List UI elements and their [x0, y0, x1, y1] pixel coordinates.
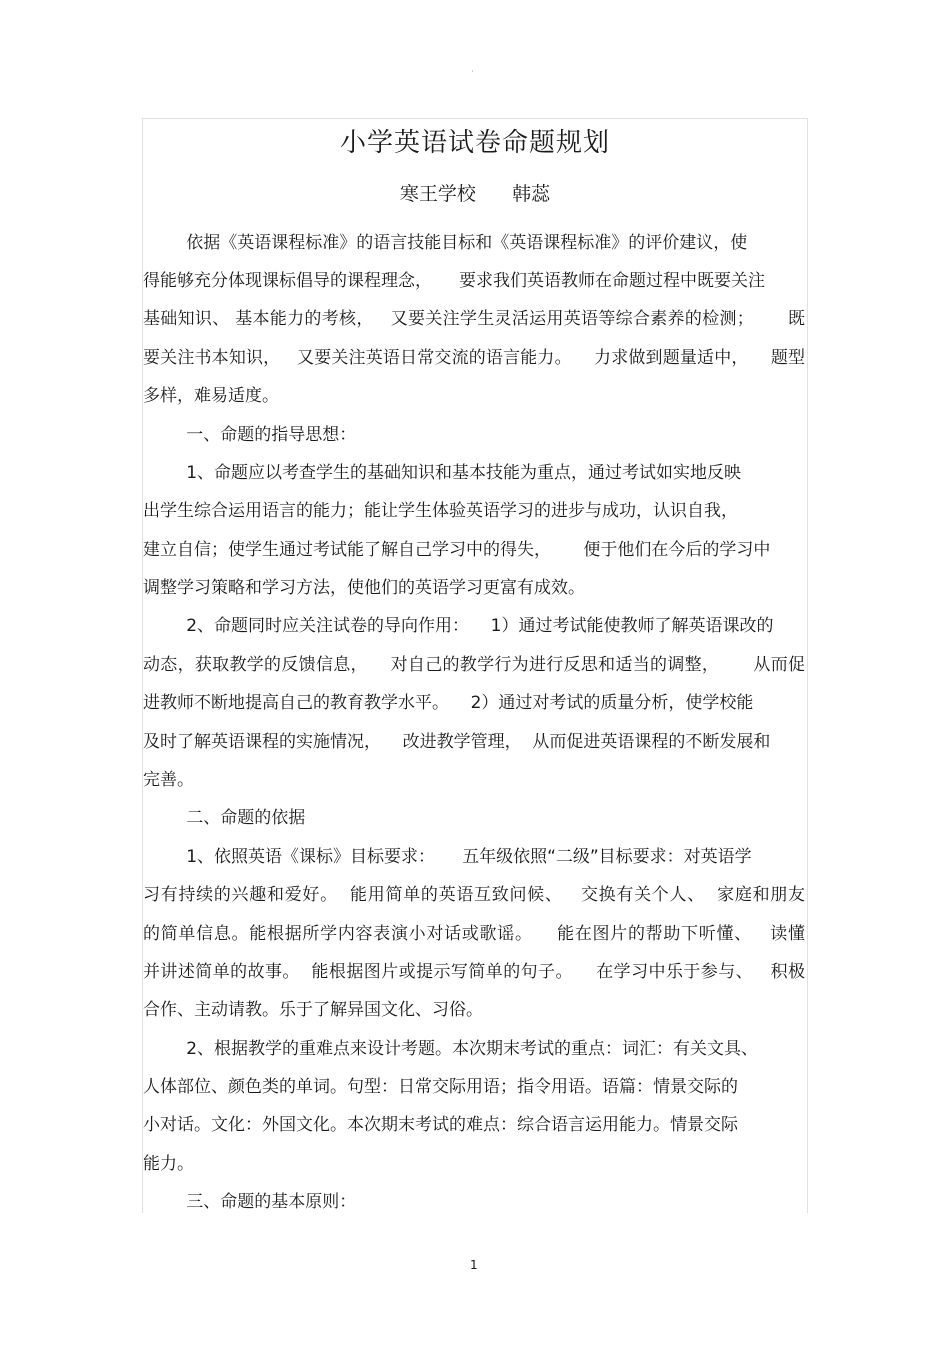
body-line: 合作、主动请教。乐于了解异国文化、习俗。 — [143, 1000, 483, 1020]
body-line: 2、命题同时应关注试卷的导向作用： 1）通过考试能使教师了解英语课改的 — [143, 616, 774, 636]
body-line: 动态，获取教学的反馈信息， 对自己的教学行为进行反思和适当的调整， 从而促 — [143, 655, 805, 675]
body-line: 小对话。文化：外国文化。本次期末考试的难点：综合语言运用能力。情景交际 — [143, 1115, 738, 1135]
body-line: 多样，难易适度。 — [143, 386, 279, 406]
body-line: 出学生综合运用语言的能力；能让学生体验英语学习的进步与成功，认识自我， — [143, 501, 738, 521]
body-line: 人体部位、颜色类的单词。句型：日常交际用语；指令用语。语篇：情景交际的 — [143, 1077, 738, 1097]
body-line: 得能够充分体现课标倡导的课程理念， 要求我们英语教师在命题过程中既要关注 — [143, 271, 766, 291]
body-line: 的简单信息。能根据所学内容表演小对话或歌谣。 能在图片的帮助下听懂、 读懂 — [143, 924, 805, 944]
section-heading: 三、命题的基本原则： — [143, 1192, 357, 1212]
body-line: 能力。 — [143, 1154, 194, 1174]
body-line: 调整学习策略和学习方法，使他们的英语学习更富有成效。 — [143, 578, 585, 598]
body-line: 要关注书本知识， 又要关注英语日常交流的语言能力。 力求做到题量适中， 题型 — [143, 348, 805, 368]
document-title: 小学英语试卷命题规划 — [339, 128, 610, 158]
body-line: 基础知识、 基本能力的考核， 又要关注学生灵活运用英语等综合素养的检测； 既 — [143, 309, 805, 329]
body-line: 依据《英语课程标准》的语言技能目标和《英语课程标准》的评价建议，使 — [143, 233, 748, 253]
body-line: 并讲述简单的故事。 能根据图片或提示写简单的句子。 在学习中乐于参与、 积极 — [143, 962, 805, 982]
body-line: 2、根据教学的重难点来设计考题。本次期末考试的重点：词汇：有关文具、 — [143, 1039, 759, 1059]
body-line: 建立自信；使学生通过考试能了解自己学习中的得失， 便于他们在今后的学习中 — [143, 540, 771, 560]
header-mark: ˙ — [470, 70, 475, 81]
body-line: 1、命题应以考查学生的基础知识和基本技能为重点，通过考试如实地反映 — [143, 463, 742, 483]
body-line: 1、依照英语《课标》目标要求： 五年级依照“二级”目标要求：对英语学 — [143, 847, 752, 867]
section-heading: 二、命题的依据 — [143, 808, 306, 828]
body-line: 习有持续的兴趣和爱好。 能用简单的英语互致问候、 交换有关个人、 家庭和朋友 — [143, 885, 805, 905]
author-line: 寒王学校 韩蕊 — [399, 183, 551, 205]
page-number: 1 — [470, 1258, 478, 1272]
body-line: 进教师不断地提高自己的教育教学水平。 2）通过对考试的质量分析，使学校能 — [143, 693, 754, 713]
body-line: 及时了解英语课程的实施情况， 改进教学管理， 从而促进英语课程的不断发展和 — [143, 732, 771, 752]
body-line: 完善。 — [143, 770, 194, 790]
section-heading: 一、命题的指导思想： — [143, 425, 357, 445]
